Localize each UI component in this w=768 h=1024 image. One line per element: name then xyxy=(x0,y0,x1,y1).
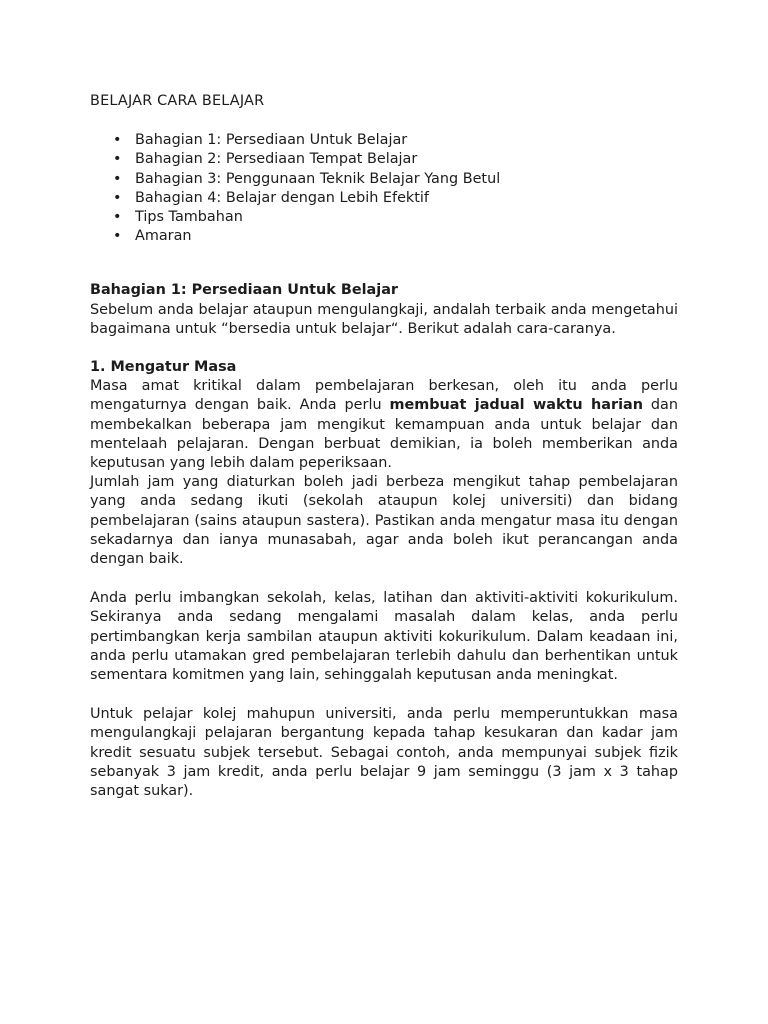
paragraph-text: dan membekalkan beberapa jam mengikut kemampuan anda untuk belajar dan mentelaah pelajaran. Dengan berbuat demikian, ia boleh memberikan anda keputusan yang lebih dalam peperiksaan. xyxy=(90,397,678,472)
bullet-icon: • xyxy=(113,151,122,168)
toc-item-label: Bahagian 3: Penggunaan Teknik Belajar Yang Betul xyxy=(135,170,501,187)
toc-item xyxy=(113,227,678,246)
document-title: BELAJAR CARA BELAJAR xyxy=(90,93,265,109)
toc-item-label: Bahagian 4: Belajar dengan Lebih Efektif xyxy=(135,189,429,206)
toc-item xyxy=(113,208,678,227)
toc-item xyxy=(113,170,678,189)
paragraph: Anda perlu imbangkan sekolah, kelas, latihan dan aktiviti-aktiviti kokurikulum. Sekiranya anda sedang mengalami masalah dalam kelas, anda perlu pertimbangkan kerja sambilan ataupun aktiviti kokurikulum. Dalam keadaan ini, anda perlu utamakan gred pembelajaran terlebih dahulu dan berhentikan untuk sementara komitmen yang lain, sehinggalah keputusan anda meningkat. xyxy=(90,590,678,684)
bullet-icon: • xyxy=(113,209,122,226)
bullet-icon: • xyxy=(113,132,122,149)
paragraph xyxy=(90,377,678,473)
emphasis-text: membuat jadual waktu harian xyxy=(389,397,643,414)
document-page xyxy=(90,92,678,801)
bullet-icon: • xyxy=(113,189,122,206)
paragraph: Untuk pelajar kolej mahupun universiti, anda perlu memperuntukkan masa mengulangkaji pelajaran bergantung kepada tahap kesukaran dan kadar jam kredit sesuatu subjek tersebut. Sebagai contoh, anda mempunyai subjek fizik sebanyak 3 jam kredit, anda perlu belajar 9 jam seminggu (3 jam x 3 tahap sangat sukar). xyxy=(90,706,678,800)
paragraph-text: Masa amat kritikal dalam pembelajaran berkesan, oleh itu anda perlu mengaturnya dengan baik. Anda perlu xyxy=(90,378,678,414)
toc-item-label: Tips Tambahan xyxy=(135,209,243,226)
section-intro: Sebelum anda belajar ataupun mengulangkaji, andalah terbaik anda mengetahui bagaimana untuk “bersedia untuk belajar“. Berikut adalah cara-caranya. xyxy=(90,301,678,337)
toc-item-label: Bahagian 2: Persediaan Tempat Belajar xyxy=(135,151,418,168)
paragraph: Jumlah jam yang diaturkan boleh jadi berbeza mengikut tahap pembelajaran yang anda sedang ikuti (sekolah ataupun kolej universiti) dan bidang pembelajaran (sains ataupun sastera). Pastikan anda mengatur masa itu dengan sekadarnya dan ianya munasabah, agar anda boleh ikut perancangan anda dengan baik. xyxy=(90,474,678,568)
toc-item-label: Amaran xyxy=(135,228,192,245)
table-of-contents xyxy=(90,131,678,246)
toc-item xyxy=(113,189,678,208)
subsection-heading: 1. Mengatur Masa xyxy=(90,359,237,376)
toc-item-label: Bahagian 1: Persediaan Untuk Belajar xyxy=(135,132,408,149)
toc-item xyxy=(113,150,678,169)
bullet-icon: • xyxy=(113,228,122,245)
bullet-icon: • xyxy=(113,170,122,187)
section-heading: Bahagian 1: Persediaan Untuk Belajar xyxy=(90,282,399,299)
toc-item xyxy=(113,131,678,150)
